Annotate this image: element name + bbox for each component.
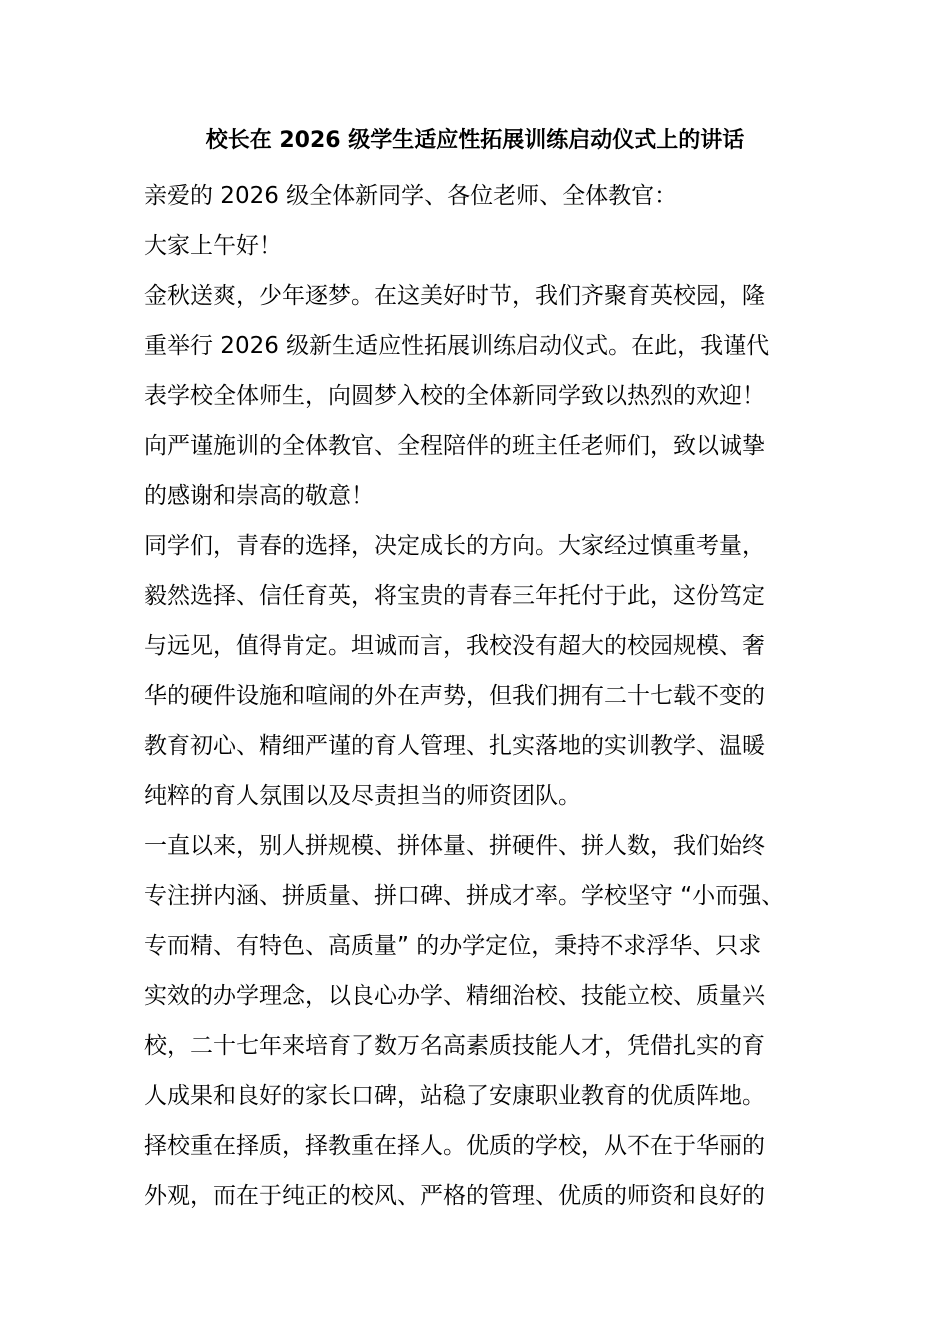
document-body [144, 171, 844, 1221]
document-title: 校长在 2026 级学生适应性拓展训练启动仪式上的讲话 [205, 128, 745, 153]
text-line: 实效的办学理念，以良心办学、精细治校、技能立校、质量兴 [144, 983, 765, 1009]
text-line: 校，二十七年来培育了数万名高素质技能人才，凭借扎实的育 [144, 1033, 765, 1059]
text-line: 亲爱的 2026 级全体新同学、各位老师、全体教官： [144, 183, 678, 209]
text-line: 向严谨施训的全体教官、全程陪伴的班主任老师们，致以诚挚 [144, 433, 765, 459]
text-line: 教育初心、精细严谨的育人管理、扎实落地的实训教学、温暖 [144, 733, 765, 759]
text-line: 表学校全体师生，向圆梦入校的全体新同学致以热烈的欢迎！ [144, 383, 765, 409]
text-line: 外观，而在于纯正的校风、严格的管理、优质的师资和良好的 [144, 1183, 765, 1209]
text-line: 重举行 2026 级新生适应性拓展训练启动仪式。在此，我谨代 [144, 333, 770, 359]
text-line: 人成果和良好的家长口碑，站稳了安康职业教育的优质阵地。 [144, 1083, 765, 1109]
text-line: 专注拼内涵、拼质量、拼口碑、拼成才率。学校坚守 “小而强、 [144, 883, 785, 909]
text-line: 择校重在择质，择教重在择人。优质的学校，从不在于华丽的 [144, 1133, 765, 1159]
text-line: 毅然选择、信任育英，将宝贵的青春三年托付于此，这份笃定 [144, 583, 765, 609]
text-line: 的感谢和崇高的敬意！ [144, 483, 374, 509]
text-line: 与远见，值得肯定。坦诚而言，我校没有超大的校园规模、奢 [144, 633, 765, 659]
text-line: 同学们，青春的选择，决定成长的方向。大家经过慎重考量， [144, 533, 765, 559]
text-line: 一直以来，别人拼规模、拼体量、拼硬件、拼人数，我们始终 [144, 833, 765, 859]
text-line: 纯粹的育人氛围以及尽责担当的师资团队。 [144, 783, 581, 809]
text-line: 金秋送爽，少年逐梦。在这美好时节，我们齐聚育英校园，隆 [144, 283, 765, 309]
text-line: 华的硬件设施和喧闹的外在声势，但我们拥有二十七载不变的 [144, 683, 765, 709]
text-line: 大家上午好！ [144, 233, 282, 259]
text-line: 专而精、有特色、高质量” 的办学定位，秉持不求浮华、只求 [144, 933, 762, 959]
